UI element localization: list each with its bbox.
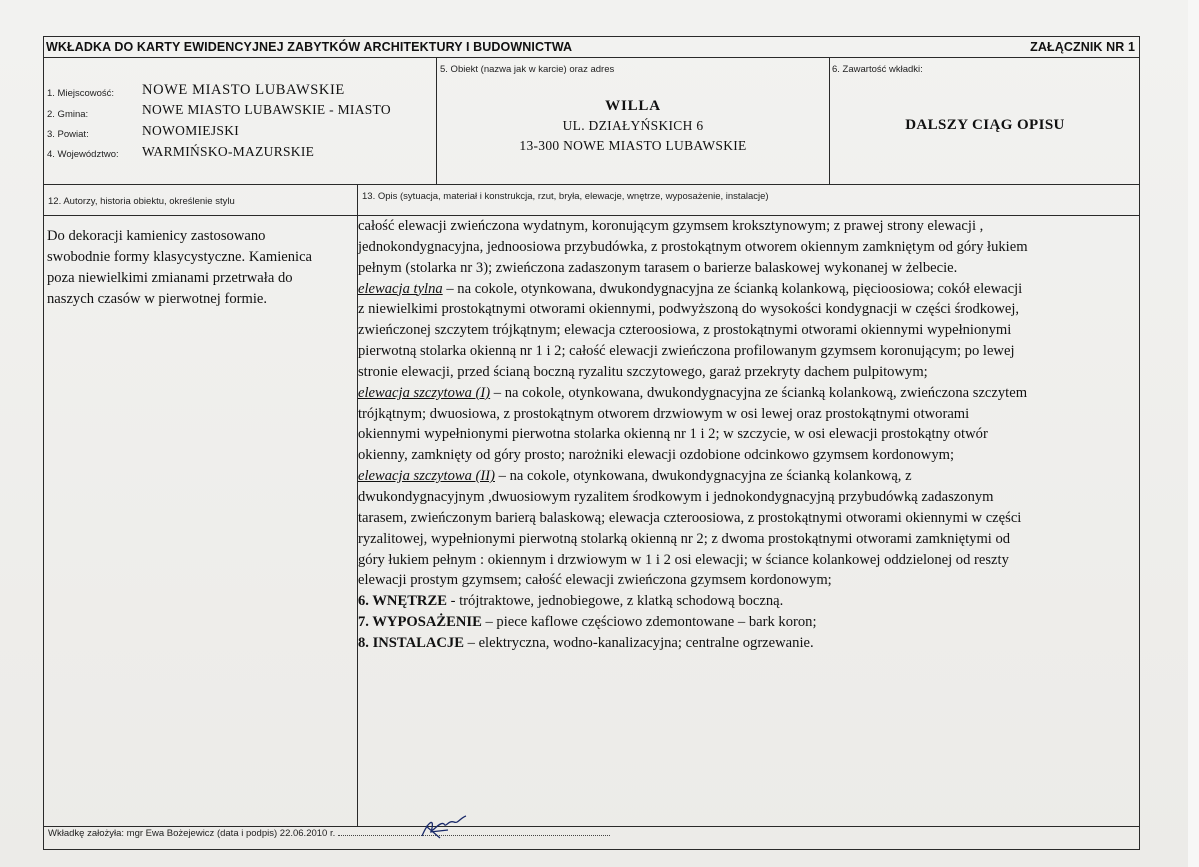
description-line: całość elewacji zwieńczona wydatnym, koronującym gzymsem kroksztynowym; z prawej strony elewacji , bbox=[358, 218, 984, 234]
place-label: 1. Miejscowość: bbox=[47, 88, 115, 99]
author-text: Wkładkę założyła: mgr Ewa Bożejewicz (data i podpis) 22.06.2010 r. bbox=[48, 828, 336, 839]
form-title: WKŁADKA DO KARTY EWIDENCYJNEJ ZABYTKÓW ARCHITEKTURY I BUDOWNICTWA bbox=[46, 40, 573, 54]
footer-author bbox=[48, 828, 610, 839]
place-value: NOWE MIASTO LUBAWSKIE bbox=[142, 82, 345, 98]
description-line: pierwotną stolarka okienną nr 1 i 2; całość elewacji zwieńczona profilowanym gzymsem koronującym; po lewej bbox=[358, 343, 1015, 360]
footer-divider bbox=[43, 826, 1140, 827]
scan-edge bbox=[1188, 0, 1199, 867]
description-line: elewacja tylna – na cokole, otynkowana, dwukondygnacyjna ze ścianką kolankową, pięcioosiowa; cokół elewacji bbox=[358, 280, 1023, 297]
object-name: WILLA bbox=[605, 98, 661, 114]
description-line: elewacji prostym gzymsem; całość elewacji zwieńczona gzymsem kordonowym; bbox=[358, 572, 832, 589]
description-line: okiennymi wypełnionymi pierwotna stolarka okienną nr 1 i 2; w szczycie, w osi elewacji prostokątny otwór bbox=[358, 426, 988, 443]
elevation-heading: elewacja szczytowa (I) bbox=[358, 384, 491, 401]
object-city: 13-300 NOWE MIASTO LUBAWSKIE bbox=[519, 138, 747, 153]
description-line: elewacja szczytowa (I) – na cokole, otynkowana, dwukondygnacyjna ze ścianką kolankową, zwieńczona szczytem bbox=[358, 384, 1028, 401]
object-label: 5. Obiekt (nazwa jak w karcie) oraz adres bbox=[440, 64, 615, 75]
section12-text bbox=[47, 226, 365, 309]
description-line: góry łukiem pełnym : okiennym i drzwiowym w 1 i 2 osi elewacji; w ściance kolankowej oddzielonej od reszty bbox=[358, 551, 1009, 568]
header-divider bbox=[43, 57, 1140, 58]
description-line: trójkątnym; dwuosiowa, z prostokątnym otworem drzwiowym w osi lewej oraz prostokątnymi otworami bbox=[358, 405, 970, 422]
contents-label: 6. Zawartość wkładki: bbox=[832, 64, 923, 75]
commune-label: 2. Gmina: bbox=[47, 109, 89, 120]
description-line: elewacja szczytowa (II) – na cokole, otynkowana, dwukondygnacyjna ze ścianką kolankową, z bbox=[358, 468, 912, 485]
section12-line: naszych czasów w pierwotnej formie. bbox=[47, 290, 268, 307]
contents-value: DALSZY CIĄG OPISU bbox=[905, 117, 1065, 133]
object-street: UL. DZIAŁYŃSKICH 6 bbox=[562, 118, 704, 133]
description-line: pełnym (stolarka nr 3); zwieńczona zadaszonym tarasem o barierze balaskowej wykonanej w żelbecie. bbox=[358, 259, 958, 276]
section13-text bbox=[358, 216, 1138, 654]
description-line: jednokondygnacyjna, jednoosiowa przybudówka, z prostokątnym otworem okiennym zamkniętym od góry łukiem bbox=[358, 238, 1028, 255]
description-line: ryzalitowej, wypełnionymi pierwotną stolarką okienną nr 2; z dwoma prostokątnymi otworami zamkniętymi od bbox=[358, 530, 1011, 547]
description-line: dwukondygnacyjnym ,dwuosiowym ryzalitem środkowym i jednokondygnacyjną przybudówką zadaszonym bbox=[358, 488, 994, 505]
description-line: stronie elewacji, przed ścianą boczną ryzalitu szczytowego, garaż przekryty dachem pulpitowym; bbox=[358, 363, 928, 380]
section12-line: Do dekoracji kamienicy zastosowano bbox=[47, 228, 266, 244]
province-label: 4. Województwo: bbox=[47, 149, 119, 160]
description-line: z niewielkimi prostokątnymi otworami okiennymi, podwyższoną do wysokości kondygnacji w części środkowej, bbox=[358, 301, 1020, 318]
installations-heading: 8. INSTALACJE bbox=[358, 634, 464, 651]
county-label: 3. Powiat: bbox=[47, 129, 89, 140]
elevation-heading: elewacja szczytowa (II) bbox=[358, 468, 495, 485]
description-line: 7. WYPOSAŻENIE – piece kaflowe częściowo zdemontowane – bark koron; bbox=[358, 614, 817, 631]
signature-line bbox=[338, 829, 610, 836]
commune-value: NOWE MIASTO LUBAWSKIE - MIASTO bbox=[142, 102, 391, 117]
attachment-number: ZAŁĄCZNIK NR 1 bbox=[1030, 40, 1135, 54]
section12-label: 12. Autorzy, historia obiektu, określenie stylu bbox=[48, 196, 235, 207]
section13-label: 13. Opis (sytuacja, materiał i konstrukcja, rzut, bryła, elewacje, wnętrze, wyposażenie, instalacje) bbox=[362, 191, 769, 202]
elevation-heading: elewacja tylna bbox=[358, 280, 443, 297]
description-line: zwieńczonej szczytem trójkątnym; elewacja czteroosiowa, z prostokątnymi otworami okiennymi wypełnionymi bbox=[358, 322, 1012, 339]
section12-line: swobodnie formy klasycystyczne. Kamienica bbox=[47, 248, 313, 265]
description-line: 8. INSTALACJE – elektryczna, wodno-kanalizacyjna; centralne ogrzewanie. bbox=[358, 634, 814, 651]
equipment-heading: 7. WYPOSAŻENIE bbox=[358, 614, 482, 631]
description-line: okienny, zamknięty od góry prosto; narożniki elewacji ozdobione odcinkowo gzymsem kordonowym; bbox=[358, 447, 955, 464]
province-value: WARMIŃSKO-MAZURSKIE bbox=[142, 144, 315, 159]
description-line: tarasem, zwieńczonym barierą balaskową; elewacja czteroosiowa, z prostokątnymi otworami okiennymi w części bbox=[358, 509, 1022, 526]
signature-mark bbox=[418, 812, 470, 842]
description-line: 6. WNĘTRZE - trójtraktowe, jednobiegowe, z klatką schodową boczną. bbox=[358, 593, 784, 610]
interior-heading: 6. WNĘTRZE bbox=[358, 593, 447, 610]
county-value: NOWOMIEJSKI bbox=[142, 123, 240, 138]
section-divider bbox=[43, 184, 1140, 185]
section12-line: poza niewielkimi zmianami przetrwała do bbox=[47, 269, 293, 286]
